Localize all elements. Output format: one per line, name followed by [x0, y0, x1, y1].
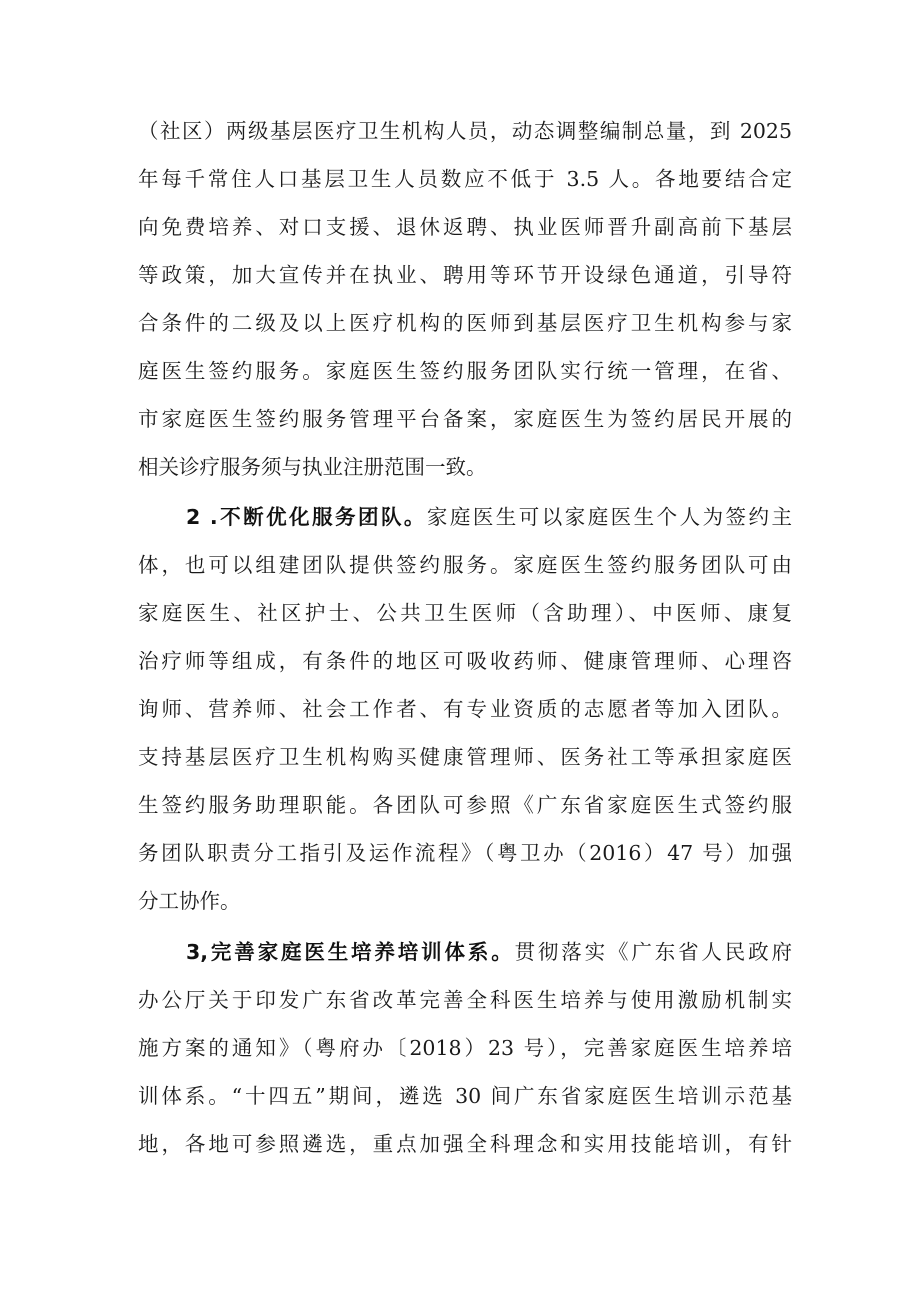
- paragraph-2-heading: 2 .不断优化服务团队。: [186, 505, 427, 529]
- paragraph-2-line: 体，也可以组建团队提供签约服务。家庭医生签约服务团队可由: [138, 553, 792, 577]
- paragraph-1-line: （社区）两级基层医疗卫生机构人员，动态调整编制总量，到 2025: [138, 119, 792, 143]
- paragraph-2-first-line-text: 家庭医生可以家庭医生个人为签约主: [426, 505, 792, 529]
- paragraph-3-heading: 3,完善家庭医生培养培训体系。: [186, 940, 515, 964]
- paragraph-2-line: 治疗师等组成，有条件的地区可吸收药师、健康管理师、心理咨: [138, 649, 792, 673]
- paragraph-2-line: 务团队职责分工指引及运作流程》（粤卫办（2016）47 号）加强: [138, 841, 792, 865]
- paragraph-1-line: 庭医生签约服务。家庭医生签约服务团队实行统一管理，在省、: [138, 359, 792, 383]
- paragraph-2-line: 家庭医生、社区护士、公共卫生医师（含助理）、中医师、康复: [138, 601, 792, 625]
- paragraph-3-line: 地，各地可参照遴选，重点加强全科理念和实用技能培训，有针: [138, 1132, 792, 1156]
- paragraph-2-line: 分工协作。: [138, 889, 241, 913]
- paragraph-1-line: 相关诊疗服务须与执业注册范围一致。: [138, 455, 487, 479]
- paragraph-1-line: 等政策，加大宣传并在执业、聘用等环节开设绿色通道，引导符: [138, 263, 792, 287]
- paragraph-3-line: 办公厅关于印发广东省改革完善全科医生培养与使用激励机制实: [138, 988, 792, 1012]
- paragraph-3-line: 施方案的通知》（粤府办〔2018）23 号），完善家庭医生培养培: [138, 1036, 792, 1060]
- paragraph-2-first-line: [186, 502, 792, 532]
- paragraph-3-first-line-text: 贯彻落实《广东省人民政府: [514, 940, 792, 964]
- paragraph-2-line: 生签约服务助理职能。各团队可参照《广东省家庭医生式签约服: [138, 793, 792, 817]
- paragraph-2-line: 询师、营养师、社会工作者、有专业资质的志愿者等加入团队。: [138, 697, 792, 721]
- paragraph-2-line: 支持基层医疗卫生机构购买健康管理师、医务社工等承担家庭医: [138, 745, 792, 769]
- paragraph-1-line: 年每千常住人口基层卫生人员数应不低于 3.5 人。各地要结合定: [138, 167, 792, 191]
- paragraph-1-line: 市家庭医生签约服务管理平台备案，家庭医生为签约居民开展的: [138, 407, 792, 431]
- paragraph-3-line: 训体系。“十四五”期间，遴选 30 间广东省家庭医生培训示范基: [138, 1084, 792, 1108]
- paragraph-1-line: 向免费培养、对口支援、退休返聘、执业医师晋升副高前下基层: [138, 215, 792, 239]
- paragraph-1-line: 合条件的二级及以上医疗机构的医师到基层医疗卫生机构参与家: [138, 311, 792, 335]
- paragraph-3-first-line: [186, 937, 792, 967]
